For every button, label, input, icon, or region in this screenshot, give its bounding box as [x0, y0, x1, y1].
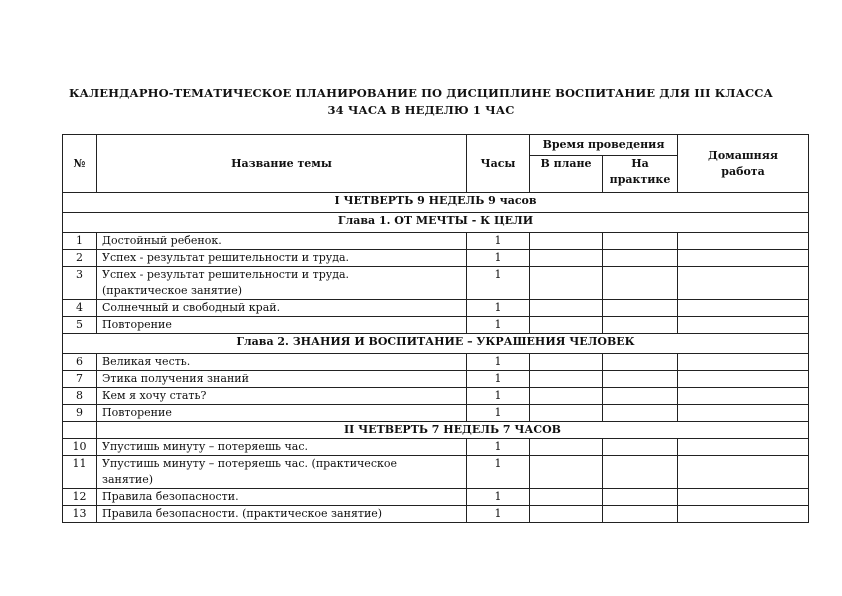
row-topic-text: Успех - результат решительности и труда.	[102, 251, 350, 264]
section-row	[63, 193, 809, 213]
row-homework	[678, 250, 809, 267]
row-actual	[603, 250, 678, 267]
section-title: II ЧЕТВЕРТЬ 7 НЕДЕЛЬ 7 ЧАСОВ	[97, 422, 809, 439]
row-number: 3	[63, 267, 97, 300]
row-topic-text: Повторение	[102, 406, 172, 419]
row-topic-text: Упустишь минуту – потеряешь час. (практическое	[102, 457, 397, 470]
row-actual	[603, 317, 678, 334]
row-number: 7	[63, 371, 97, 388]
row-homework	[678, 405, 809, 422]
header-hours: Часы	[467, 135, 530, 193]
row-planned	[530, 405, 603, 422]
row-number: 10	[63, 439, 97, 456]
row-planned	[530, 388, 603, 405]
row-number: 11	[63, 456, 97, 489]
table-row	[63, 354, 809, 371]
row-number: 1	[63, 233, 97, 250]
row-homework	[678, 233, 809, 250]
table-row	[63, 439, 809, 456]
header-actual-line1: На	[631, 157, 649, 170]
table-row	[63, 267, 809, 300]
row-hours: 1	[467, 405, 530, 422]
row-topic	[97, 317, 467, 334]
row-topic	[97, 489, 467, 506]
row-planned	[530, 354, 603, 371]
row-topic-text: Достойный ребенок.	[102, 234, 222, 247]
document-subtitle: 34 ЧАСА В НЕДЕЛЮ 1 ЧАС	[327, 103, 515, 117]
row-planned	[530, 489, 603, 506]
table-row	[63, 456, 809, 489]
header-topic: Название темы	[97, 135, 467, 193]
row-hours: 1	[467, 317, 530, 334]
row-planned	[530, 317, 603, 334]
row-planned	[530, 250, 603, 267]
table-row	[63, 506, 809, 523]
row-topic-text: Великая честь.	[102, 355, 191, 368]
row-topic-text: Правила безопасности. (практическое занятие)	[102, 507, 383, 520]
row-hours: 1	[467, 233, 530, 250]
header-actual-line2: практике	[609, 173, 671, 186]
row-number: 4	[63, 300, 97, 317]
row-planned	[530, 456, 603, 489]
section-title: Глава 2. ЗНАНИЯ И ВОСПИТАНИЕ – УКРАШЕНИЯ ЧЕЛОВЕК	[63, 334, 809, 354]
row-number: 12	[63, 489, 97, 506]
header-homework	[678, 135, 809, 193]
header-actual	[603, 156, 678, 193]
row-topic-text: Правила безопасности.	[102, 490, 239, 503]
row-topic	[97, 233, 467, 250]
header-number: №	[63, 135, 97, 193]
row-actual	[603, 354, 678, 371]
row-hours: 1	[467, 371, 530, 388]
lesson-plan-table	[62, 134, 809, 523]
row-topic-text: Успех - результат решительности и труда.	[102, 268, 350, 281]
row-actual	[603, 371, 678, 388]
row-actual	[603, 388, 678, 405]
document-title: КАЛЕНДАРНО-ТЕМАТИЧЕСКОЕ ПЛАНИРОВАНИЕ ПО ДИСЦИПЛИНЕ ВОСПИТАНИЕ ДЛЯ III КЛАССА	[68, 86, 774, 100]
row-planned	[530, 267, 603, 300]
row-number: 9	[63, 405, 97, 422]
row-topic	[97, 506, 467, 523]
section-title: I ЧЕТВЕРТЬ 9 НЕДЕЛЬ 9 часов	[63, 193, 809, 213]
row-homework	[678, 456, 809, 489]
row-hours: 1	[467, 267, 530, 300]
row-actual	[603, 233, 678, 250]
row-topic-text-continued: занятие)	[102, 473, 154, 486]
table-row	[63, 489, 809, 506]
row-actual	[603, 267, 678, 300]
table-body	[63, 193, 809, 523]
header-time: Время проведения	[530, 135, 678, 156]
row-topic-text: Кем я хочу стать?	[102, 389, 207, 402]
row-planned	[530, 233, 603, 250]
row-topic	[97, 388, 467, 405]
row-hours: 1	[467, 388, 530, 405]
table-row	[63, 317, 809, 334]
row-hours: 1	[467, 439, 530, 456]
section-blank-cell	[63, 422, 97, 439]
row-topic	[97, 405, 467, 422]
row-homework	[678, 371, 809, 388]
table-row	[63, 300, 809, 317]
row-actual	[603, 405, 678, 422]
header-homework-line2: работа	[721, 164, 765, 178]
row-topic	[97, 267, 467, 300]
row-number: 8	[63, 388, 97, 405]
row-actual	[603, 506, 678, 523]
row-hours: 1	[467, 489, 530, 506]
section-row	[63, 334, 809, 354]
row-topic	[97, 354, 467, 371]
row-homework	[678, 300, 809, 317]
row-topic	[97, 456, 467, 489]
row-homework	[678, 489, 809, 506]
row-topic-text-continued: (практическое занятие)	[102, 284, 243, 297]
row-number: 6	[63, 354, 97, 371]
section-title: Глава 1. ОТ МЕЧТЫ - К ЦЕЛИ	[63, 213, 809, 233]
row-planned	[530, 439, 603, 456]
table-row	[63, 250, 809, 267]
table-row	[63, 233, 809, 250]
row-hours: 1	[467, 250, 530, 267]
row-number: 2	[63, 250, 97, 267]
row-actual	[603, 489, 678, 506]
row-topic-text: Повторение	[102, 318, 172, 331]
row-hours: 1	[467, 506, 530, 523]
row-planned	[530, 506, 603, 523]
row-homework	[678, 317, 809, 334]
row-number: 13	[63, 506, 97, 523]
row-planned	[530, 300, 603, 317]
row-topic	[97, 250, 467, 267]
table-row	[63, 371, 809, 388]
section-row	[63, 422, 809, 439]
row-actual	[603, 439, 678, 456]
row-planned	[530, 371, 603, 388]
row-topic	[97, 371, 467, 388]
row-homework	[678, 506, 809, 523]
row-hours: 1	[467, 354, 530, 371]
row-topic-text: Упустишь минуту – потеряешь час.	[102, 440, 309, 453]
table-row	[63, 405, 809, 422]
header-homework-line1: Домашняя	[708, 148, 778, 162]
row-hours: 1	[467, 456, 530, 489]
row-actual	[603, 456, 678, 489]
row-homework	[678, 354, 809, 371]
row-topic-text: Этика получения знаний	[102, 372, 249, 385]
table-row	[63, 388, 809, 405]
row-homework	[678, 388, 809, 405]
row-topic-text: Солнечный и свободный край.	[102, 301, 281, 314]
row-number: 5	[63, 317, 97, 334]
row-topic	[97, 300, 467, 317]
header-planned: В плане	[530, 156, 603, 193]
row-hours: 1	[467, 300, 530, 317]
row-actual	[603, 300, 678, 317]
section-row	[63, 213, 809, 233]
row-homework	[678, 267, 809, 300]
row-homework	[678, 439, 809, 456]
row-topic	[97, 439, 467, 456]
